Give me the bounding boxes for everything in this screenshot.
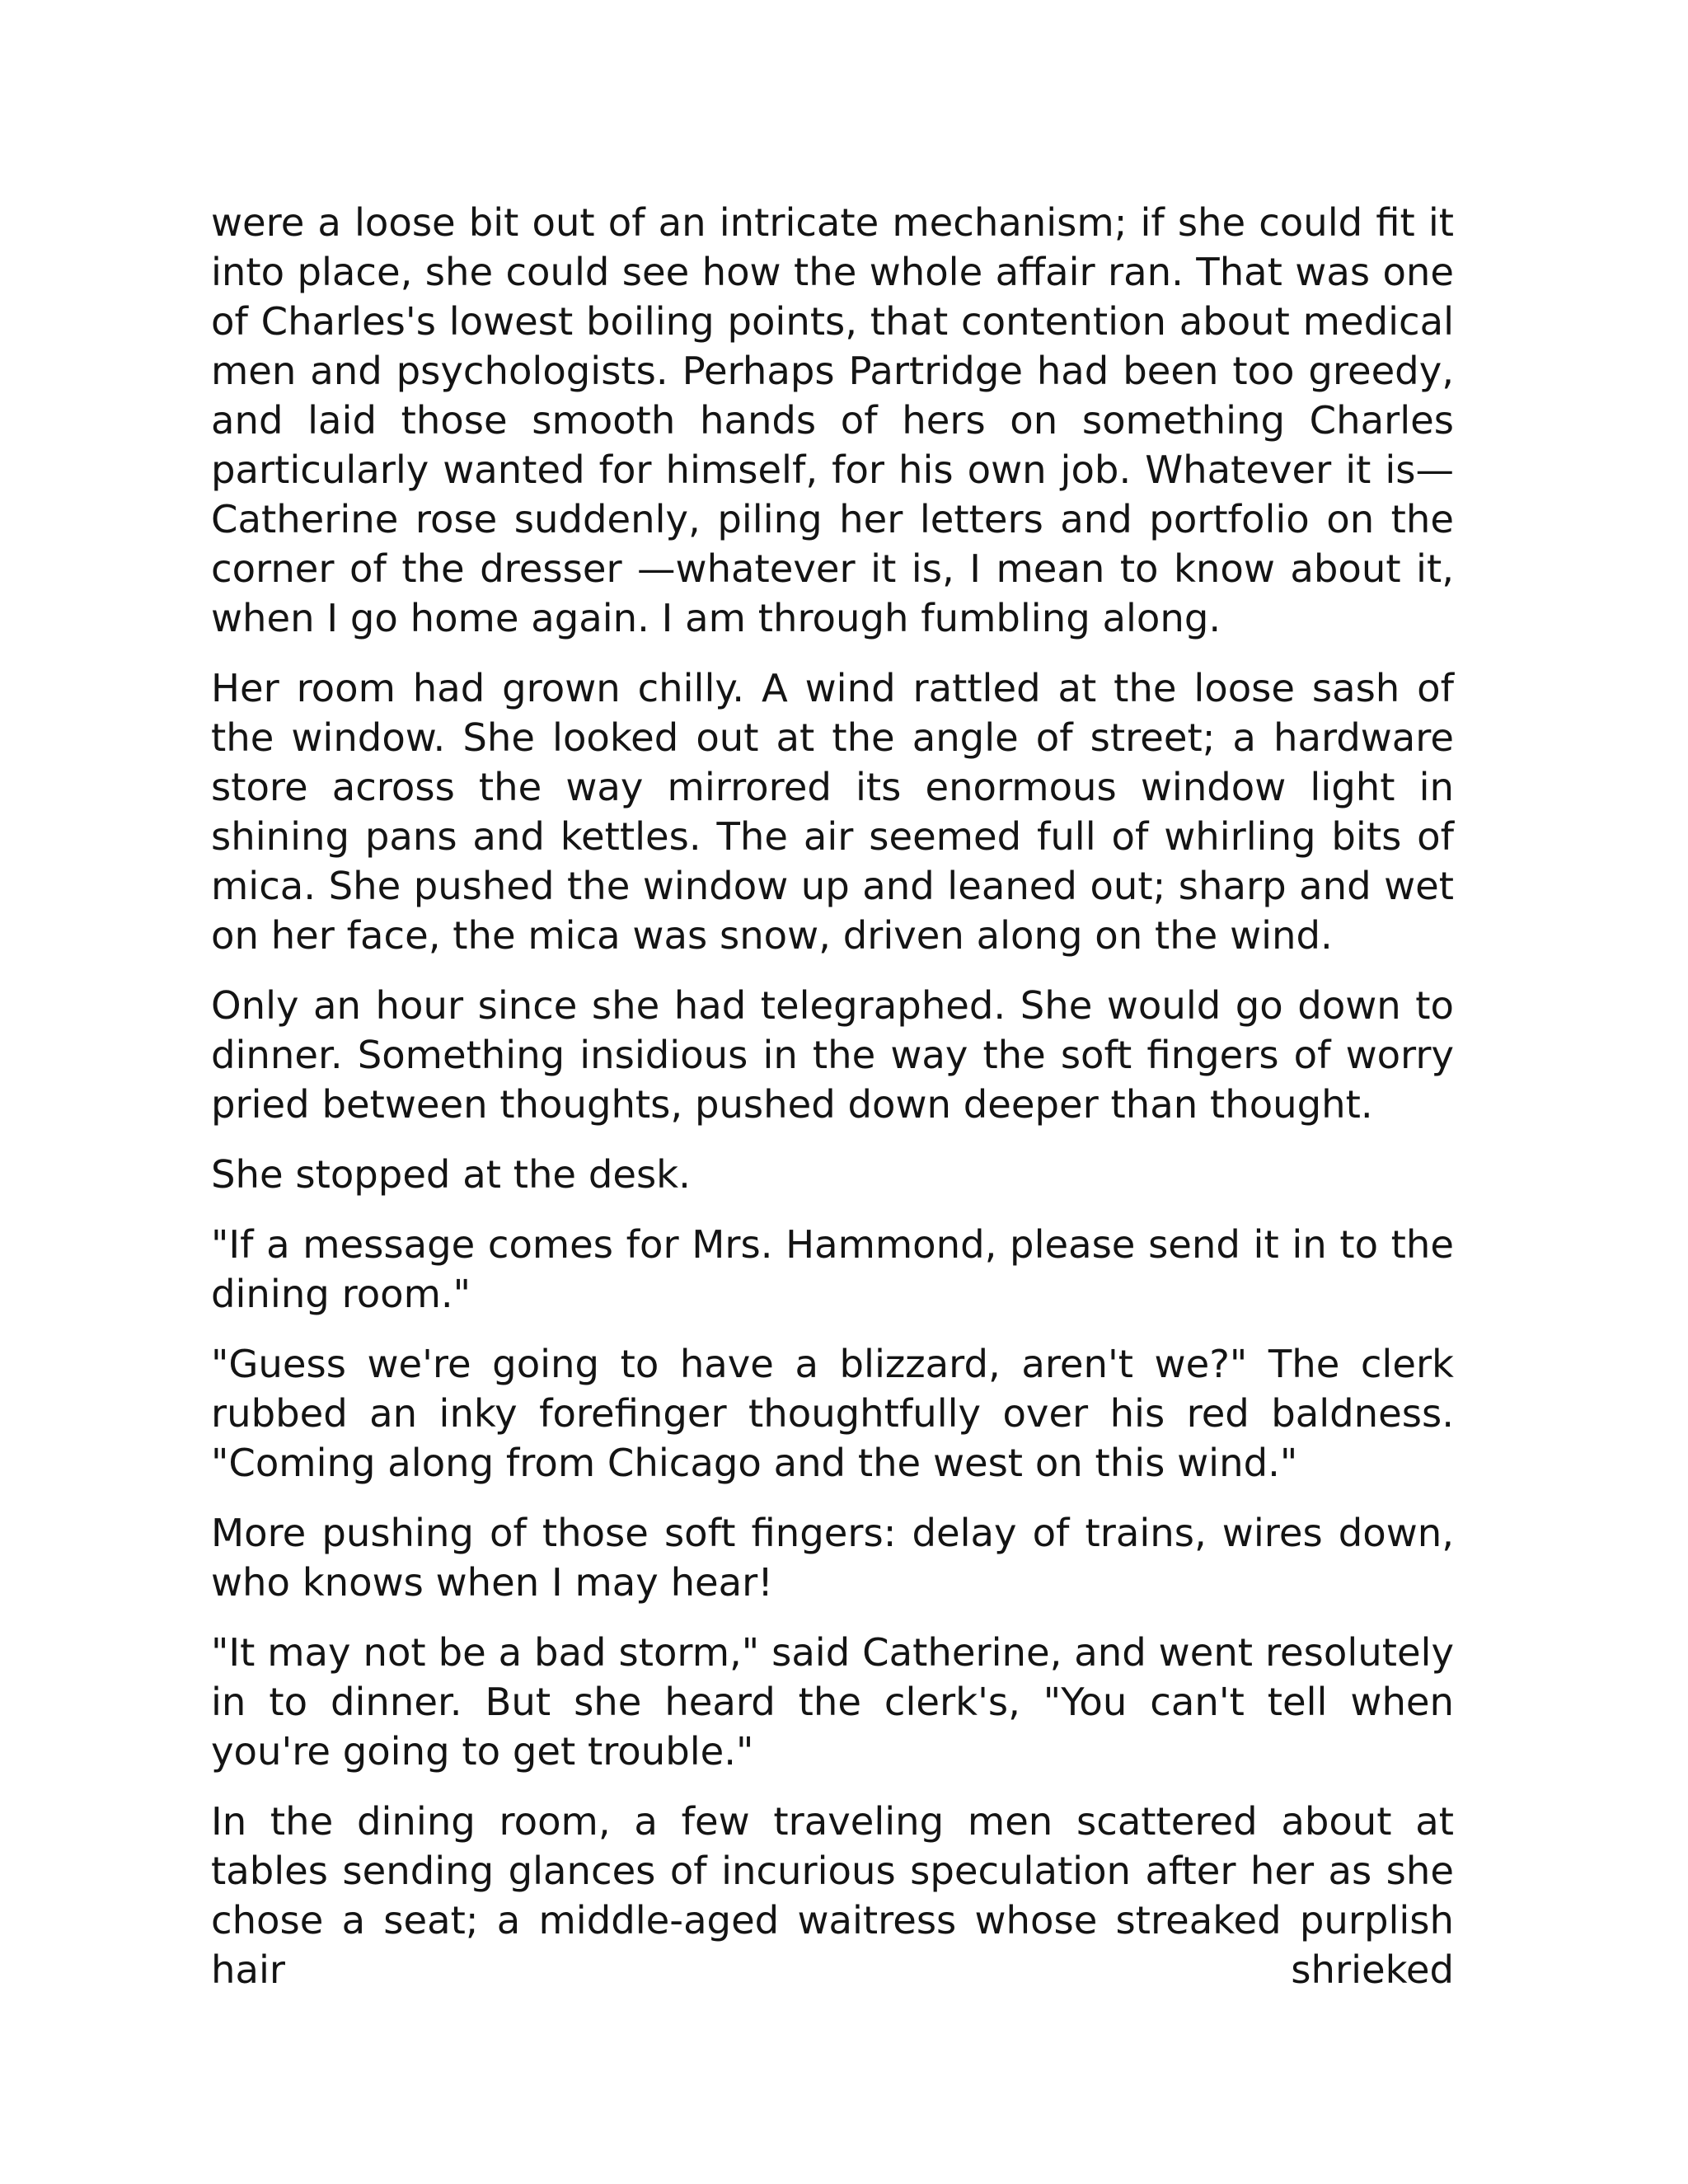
paragraph: "It may not be a bad storm," said Catherine, and went resolutely in to dinner. But she heard the clerk's, "You can't tell when you're going to get trouble." xyxy=(211,1630,1454,1774)
body-text xyxy=(211,198,1454,1994)
paragraph: In the dining room, a few traveling men scattered about at tables sending glances of incurious speculation after her as she chose a seat; a middle-aged waitress whose streaked purplish hair shrieked xyxy=(211,1799,1454,1992)
paragraph: More pushing of those soft fingers: delay of trains, wires down, who knows when I may hear! xyxy=(211,1511,1454,1605)
paragraph: Only an hour since she had telegraphed. She would go down to dinner. Something insidious in the way the soft fingers of worry pried between thoughts, pushed down deeper than thought. xyxy=(211,983,1454,1127)
paragraph: "Guess we're going to have a blizzard, aren't we?" The clerk rubbed an inky forefinger thoughtfully over his red baldness. "Coming along from Chicago and the west on this wind." xyxy=(211,1342,1454,1485)
paragraph: Her room had grown chilly. A wind rattled at the loose sash of the window. She looked out at the angle of street; a hardware store across the way mirrored its enormous window light in shining pans and kettles. The air seemed full of whirling bits of mica. She pushed the window up and leaned out; sharp and wet on her face, the mica was snow, driven along on the wind. xyxy=(211,666,1454,958)
paragraph: were a loose bit out of an intricate mechanism; if she could fit it into place, she could see how the whole affair ran. That was one of Charles's lowest boiling points, that contention about medical men and psychologists. Perhaps Partridge had been too greedy, and laid those smooth hands of hers on something Charles particularly wanted for himself, for his own job. Whatever it is—Catherine rose suddenly, piling her letters and portfolio on the corner of the dresser —whatever it is, I mean to know about it, when I go home again. I am through fumbling along. xyxy=(211,200,1454,640)
paragraph: "If a message comes for Mrs. Hammond, please send it in to the dining room." xyxy=(211,1222,1454,1316)
paragraph: She stopped at the desk. xyxy=(211,1152,691,1197)
